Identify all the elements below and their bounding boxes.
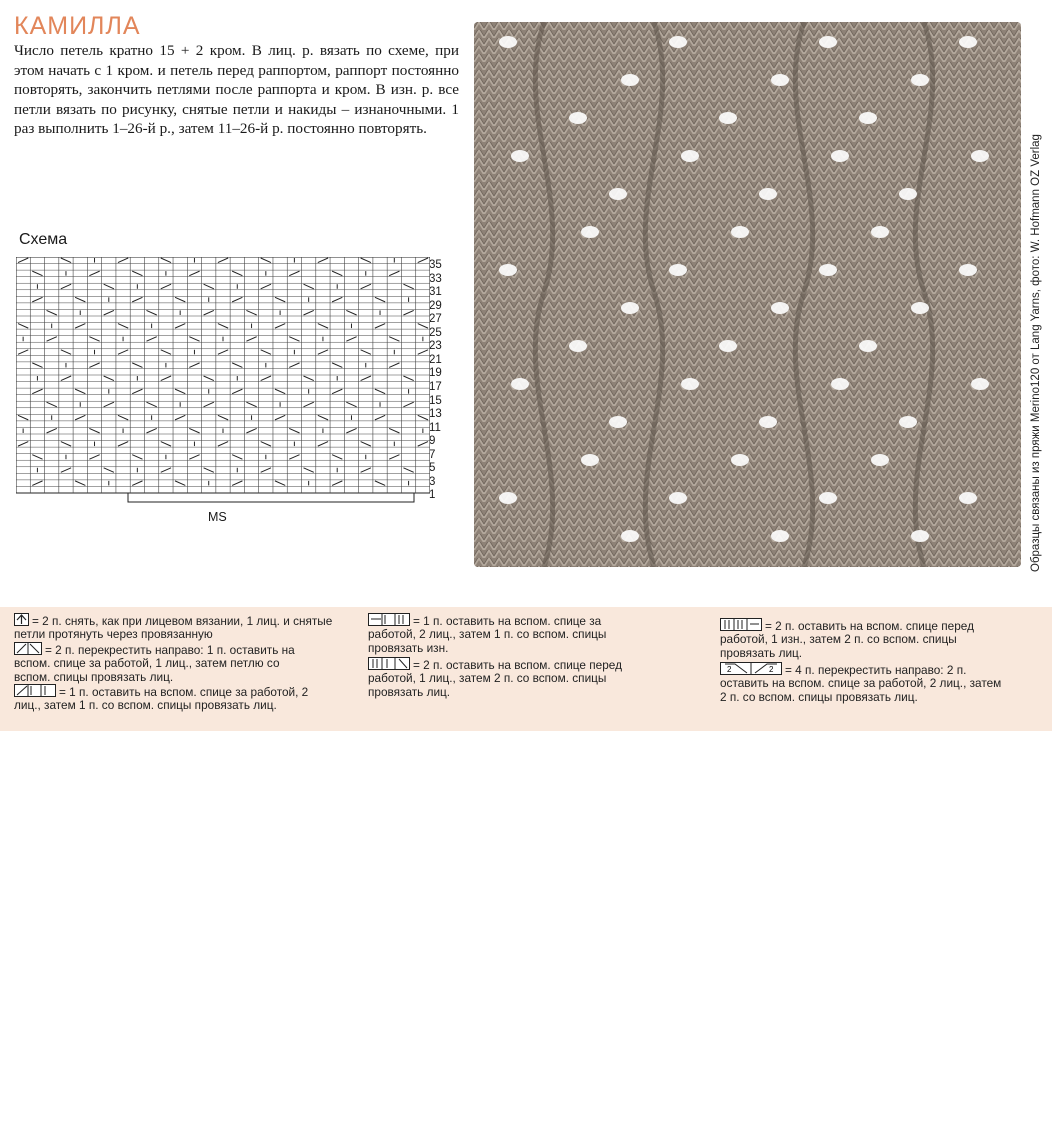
lace-hole [581, 226, 599, 238]
lace-hole [719, 112, 737, 124]
lace-hole [681, 378, 699, 390]
legend-text-4: = 1 п. оставить на вспом. спице за работой, 2 лиц., затем 1 п. со вспом. спицы провязать изн. [368, 614, 607, 655]
lace-hole [819, 492, 837, 504]
lace-hole [959, 264, 977, 276]
row-number: 35 [429, 259, 442, 271]
cross-2-over-1-purl-icon [720, 618, 762, 631]
lace-hole [669, 36, 687, 48]
pattern-instructions: Число петель кратно 15 + 2 кром. В лиц. р. вязать по схеме, при этом начать с 1 кром. и петель перед раппортом, раппорт постоянно повторять, закончить петлями после раппорта и кром. В изн. р. все петли вязать по рисунку, снятые петли и накиды – изнаночными. 1 раз выполнить 1–26-й р., затем 11–26-й р. постоянно повторять. [14, 42, 459, 137]
row-number: 31 [429, 286, 442, 299]
lace-hole [771, 530, 789, 542]
lace-hole [499, 36, 517, 48]
lace-hole [609, 416, 627, 428]
cross-1-over-2-purl-icon [368, 613, 410, 626]
lace-hole [759, 416, 777, 428]
cross-right-2-icon [14, 642, 42, 655]
pattern-title: КАМИЛЛА [14, 12, 141, 40]
svg-text:2: 2 [769, 665, 774, 674]
cross-right-4-icon [720, 662, 782, 675]
lace-hole [771, 302, 789, 314]
lace-hole [899, 188, 917, 200]
lace-hole [819, 264, 837, 276]
lace-hole [959, 36, 977, 48]
cross-1-over-2-icon [14, 684, 56, 697]
legend-text-6: = 2 п. оставить на вспом. спице перед работой, 1 изн., затем 2 п. со вспом. спицы провязать лиц. [720, 619, 974, 660]
lace-hole [719, 340, 737, 352]
row-number: 5 [429, 462, 436, 475]
legend-item-4 [368, 613, 648, 655]
lace-hole [819, 36, 837, 48]
schema-label: Схема [19, 231, 68, 248]
lace-hole [759, 188, 777, 200]
row-number: 25 [429, 326, 442, 339]
lace-hole [621, 74, 639, 86]
lace-hole [911, 74, 929, 86]
lace-hole [831, 150, 849, 162]
lace-hole [569, 340, 587, 352]
lace-hole [731, 454, 749, 466]
lace-hole [899, 416, 917, 428]
knitting-chart [16, 257, 430, 505]
lace-hole [859, 112, 877, 124]
legend-item-2 [14, 642, 314, 684]
repeat-bracket [128, 493, 414, 502]
lace-hole [569, 112, 587, 124]
lace-pattern-texture [474, 22, 1021, 567]
lace-hole [499, 264, 517, 276]
lace-hole [911, 302, 929, 314]
legend-item-5 [368, 657, 658, 699]
row-number: 15 [429, 394, 442, 407]
lace-hole [871, 454, 889, 466]
lace-hole [681, 150, 699, 162]
chart-grid [16, 257, 430, 493]
legend-text-3: = 1 п. оставить на вспом. спице за работой, 2 лиц., затем 1 п. со вспом. спицы провязать лиц. [14, 685, 309, 713]
row-number: 27 [429, 313, 442, 326]
row-number: 13 [429, 408, 442, 421]
lace-hole [871, 226, 889, 238]
row-number: 19 [429, 367, 442, 380]
row-number: 3 [429, 475, 436, 488]
lace-hole [971, 150, 989, 162]
row-number: 11 [429, 421, 441, 434]
lace-hole [511, 150, 529, 162]
legend-text-2: = 2 п. перекрестить направо: 1 п. оставить на вспом. спице за работой, 1 лиц., затем петлю со вспом. спицы провязать лиц. [14, 643, 295, 684]
row-number: 23 [429, 340, 442, 353]
legend-panel [0, 607, 1052, 731]
ms-label: MS [208, 510, 227, 524]
svg-text:2: 2 [727, 665, 732, 674]
lace-hole [499, 492, 517, 504]
lace-hole [731, 226, 749, 238]
lace-hole [669, 492, 687, 504]
lace-hole [621, 302, 639, 314]
lace-hole [859, 340, 877, 352]
lace-hole [911, 530, 929, 542]
row-number: 17 [429, 380, 442, 393]
lace-hole [771, 74, 789, 86]
lace-hole [511, 378, 529, 390]
legend-item-1 [14, 613, 334, 642]
legend-text-7: = 4 п. перекрестить направо: 2 п. оставить на вспом. спице за работой, 2 лиц., затем 2 п. со вспом. спицы провязать лиц. [720, 663, 1002, 704]
knit-sample-photo [474, 22, 1021, 567]
lace-hole [581, 454, 599, 466]
photo-credit-text: Образцы связаны из пряжи Merino120 от Lang Yarns, фото: W. Hofmann OZ Verlag [1030, 134, 1042, 572]
row-number: 1 [429, 489, 436, 502]
lace-hole [831, 378, 849, 390]
lace-hole [669, 264, 687, 276]
cross-2-over-1-front-icon [368, 657, 410, 670]
legend-text-5: = 2 п. оставить на вспом. спице перед работой, 1 лиц., затем 2 п. со вспом. спицы провязать лиц. [368, 658, 622, 699]
lace-hole [609, 188, 627, 200]
row-number: 29 [429, 299, 442, 312]
row-number: 33 [429, 272, 442, 285]
legend-text-1: = 2 п. снять, как при лицевом вязании, 1 лиц. и снятые петли протянуть через провязанную [14, 614, 333, 642]
row-number: 21 [429, 353, 442, 366]
lace-hole [971, 378, 989, 390]
legend-item-6 [720, 618, 1010, 660]
legend-item-3 [14, 684, 314, 713]
row-number: 9 [429, 435, 436, 448]
double-decrease-icon [14, 613, 29, 626]
row-number: 7 [429, 448, 436, 461]
legend-item-7 [720, 662, 1010, 704]
lace-hole [959, 492, 977, 504]
lace-hole [621, 530, 639, 542]
